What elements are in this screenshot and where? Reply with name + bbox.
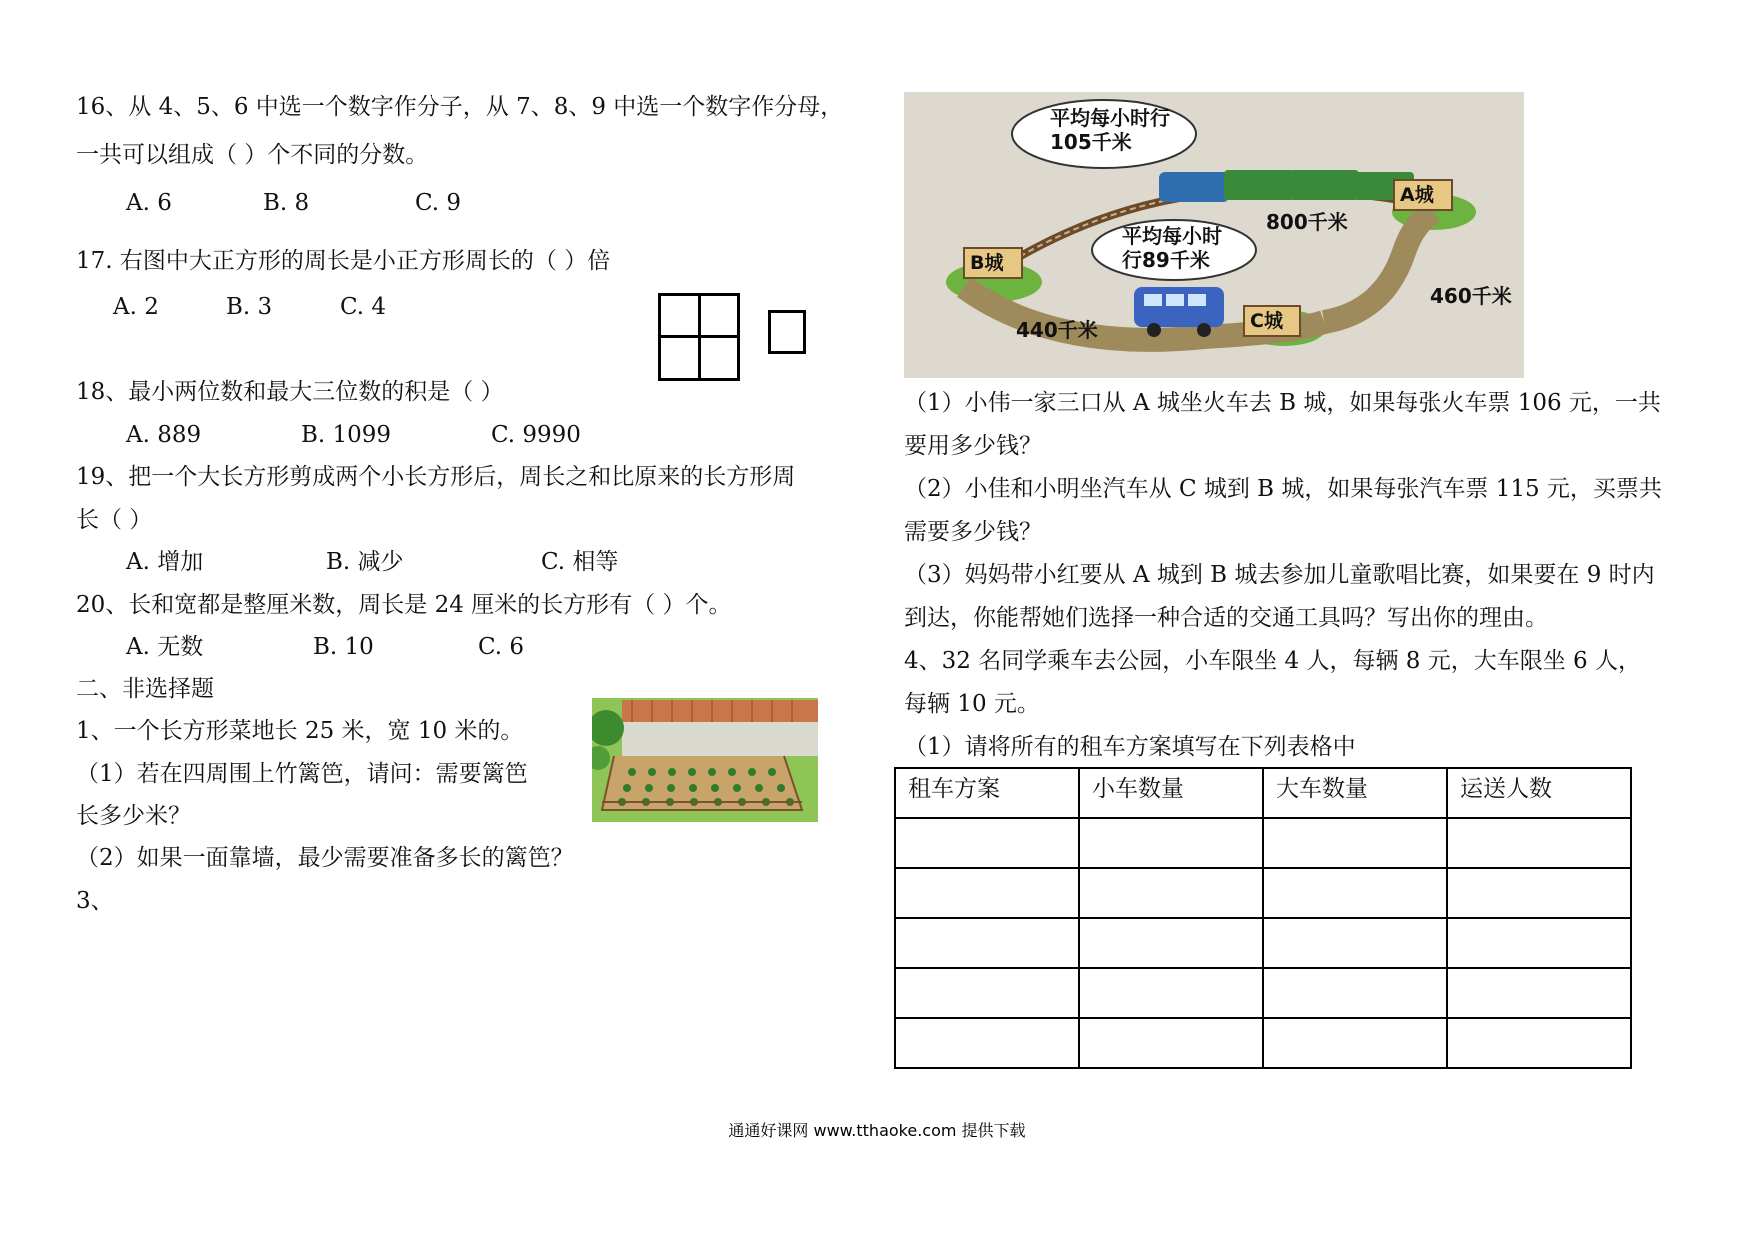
table-cell[interactable] [1079, 868, 1263, 918]
q16-option-b: B. 8 [263, 190, 310, 216]
q18-text: 18、最小两位数和最大三位数的积是（ ） [76, 379, 504, 405]
q16-line1: 16、从 4、5、6 中选一个数字作分子，从 7、8、9 中选一个数字作分母， [76, 94, 844, 120]
q16-line2: 一共可以组成（ ）个不同的分数。 [76, 142, 429, 168]
train-speed-line2: 105千米 [1050, 130, 1132, 154]
rental-plan-table [894, 767, 1632, 1069]
right-q2-line2: 需要多少钱？ [904, 519, 1042, 545]
q18-option-c: C. 9990 [491, 422, 581, 448]
table-cell[interactable] [1263, 968, 1447, 1018]
route-map-illustration [904, 92, 1524, 378]
table-header-cell: 小车数量 [1079, 768, 1263, 818]
right-q1-line2: 要用多少钱？ [904, 433, 1042, 459]
table-cell[interactable] [895, 868, 1079, 918]
q16-option-c: C. 9 [415, 190, 462, 216]
distance-b-c: 440千米 [1016, 318, 1098, 342]
table-cell[interactable] [1447, 818, 1631, 868]
large-square-horizontal-divider [658, 335, 740, 338]
q19-option-b: B. 减少 [326, 549, 404, 575]
problem-3-label: 3、 [76, 888, 114, 914]
q17-option-a: A. 2 [113, 294, 159, 320]
problem-1-q2: （2）如果一面靠墙，最少需要准备多长的篱笆？ [76, 845, 574, 871]
small-square [768, 310, 806, 354]
table-row [895, 868, 1631, 918]
right-q1-line1: （1）小伟一家三口从 A 城坐火车去 B 城，如果每张火车票 106 元，一共 [904, 390, 1661, 416]
table-cell[interactable] [1263, 1018, 1447, 1068]
right-q3-line1: （3）妈妈带小红要从 A 城到 B 城去参加儿童歌唱比赛，如果要在 9 时内 [904, 562, 1655, 588]
distance-a-c: 460千米 [1430, 284, 1512, 308]
problem-1-q1-line1: （1）若在四周围上竹篱笆，请问：需要篱笆 [76, 761, 528, 787]
table-cell[interactable] [895, 918, 1079, 968]
page-footer: 通通好课网 www.tthaoke.com 提供下载 [728, 1121, 1026, 1140]
section-title: 二、非选择题 [76, 676, 214, 702]
table-cell[interactable] [1263, 868, 1447, 918]
q17-text: 17. 右图中大正方形的周长是小正方形周长的（ ）倍 [76, 248, 611, 274]
problem-1-q1-line2: 长多少米？ [76, 803, 191, 829]
problem-4-q1: （1）请将所有的租车方案填写在下列表格中 [904, 734, 1356, 760]
table-row [895, 818, 1631, 868]
q18-option-b: B. 1099 [301, 422, 392, 448]
table-cell[interactable] [895, 818, 1079, 868]
table-header-cell: 运送人数 [1447, 768, 1631, 818]
q20-text: 20、长和宽都是整厘米数，周长是 24 厘米的长方形有（ ）个。 [76, 592, 732, 618]
right-q3-line2: 到达，你能帮她们选择一种合适的交通工具吗？写出你的理由。 [904, 605, 1548, 631]
city-b-sign: B城 [970, 252, 1004, 274]
q17-option-c: C. 4 [340, 294, 387, 320]
city-c-sign: C城 [1250, 310, 1283, 332]
q16-option-a: A. 6 [126, 190, 172, 216]
table-cell[interactable] [1447, 968, 1631, 1018]
table-cell[interactable] [895, 1018, 1079, 1068]
table-cell[interactable] [1079, 818, 1263, 868]
train-speed-line1: 平均每小时行 [1050, 106, 1170, 130]
table-row [895, 918, 1631, 968]
q18-option-a: A. 889 [126, 422, 202, 448]
table-cell[interactable] [1447, 1018, 1631, 1068]
table-cell[interactable] [1447, 918, 1631, 968]
table-header-row [895, 768, 1631, 818]
q19-line1: 19、把一个大长方形剪成两个小长方形后，周长之和比原来的长方形周 [76, 464, 796, 490]
city-a-sign: A城 [1400, 184, 1434, 206]
table-cell[interactable] [1079, 1018, 1263, 1068]
q19-line2: 长（ ） [76, 507, 153, 533]
right-q2-line1: （2）小佳和小明坐汽车从 C 城到 B 城，如果每张汽车票 115 元，买票共 [904, 476, 1662, 502]
table-cell[interactable] [895, 968, 1079, 1018]
bus-speed-line2: 行89千米 [1122, 248, 1210, 272]
table-row [895, 1018, 1631, 1068]
distance-a-b: 800千米 [1266, 210, 1348, 234]
table-cell[interactable] [1263, 918, 1447, 968]
q20-option-a: A. 无数 [126, 634, 204, 660]
vegetable-garden-illustration [592, 698, 818, 822]
problem-1-text: 1、一个长方形菜地长 25 米，宽 10 米的。 [76, 718, 524, 744]
train-icon [1159, 170, 1414, 202]
q20-option-b: B. 10 [313, 634, 374, 660]
q20-option-c: C. 6 [478, 634, 525, 660]
q17-option-b: B. 3 [226, 294, 273, 320]
table-cell[interactable] [1079, 968, 1263, 1018]
q19-option-a: A. 增加 [126, 549, 204, 575]
table-row [895, 968, 1631, 1018]
q19-option-c: C. 相等 [541, 549, 619, 575]
bus-speed-line1: 平均每小时 [1122, 224, 1222, 248]
problem-4-line2: 每辆 10 元。 [904, 691, 1040, 717]
table-header-cell: 大车数量 [1263, 768, 1447, 818]
table-header-cell: 租车方案 [895, 768, 1079, 818]
table-cell[interactable] [1263, 818, 1447, 868]
table-cell[interactable] [1079, 918, 1263, 968]
table-cell[interactable] [1447, 868, 1631, 918]
problem-4-line1: 4、32 名同学乘车去公园，小车限坐 4 人，每辆 8 元，大车限坐 6 人， [904, 648, 1641, 674]
